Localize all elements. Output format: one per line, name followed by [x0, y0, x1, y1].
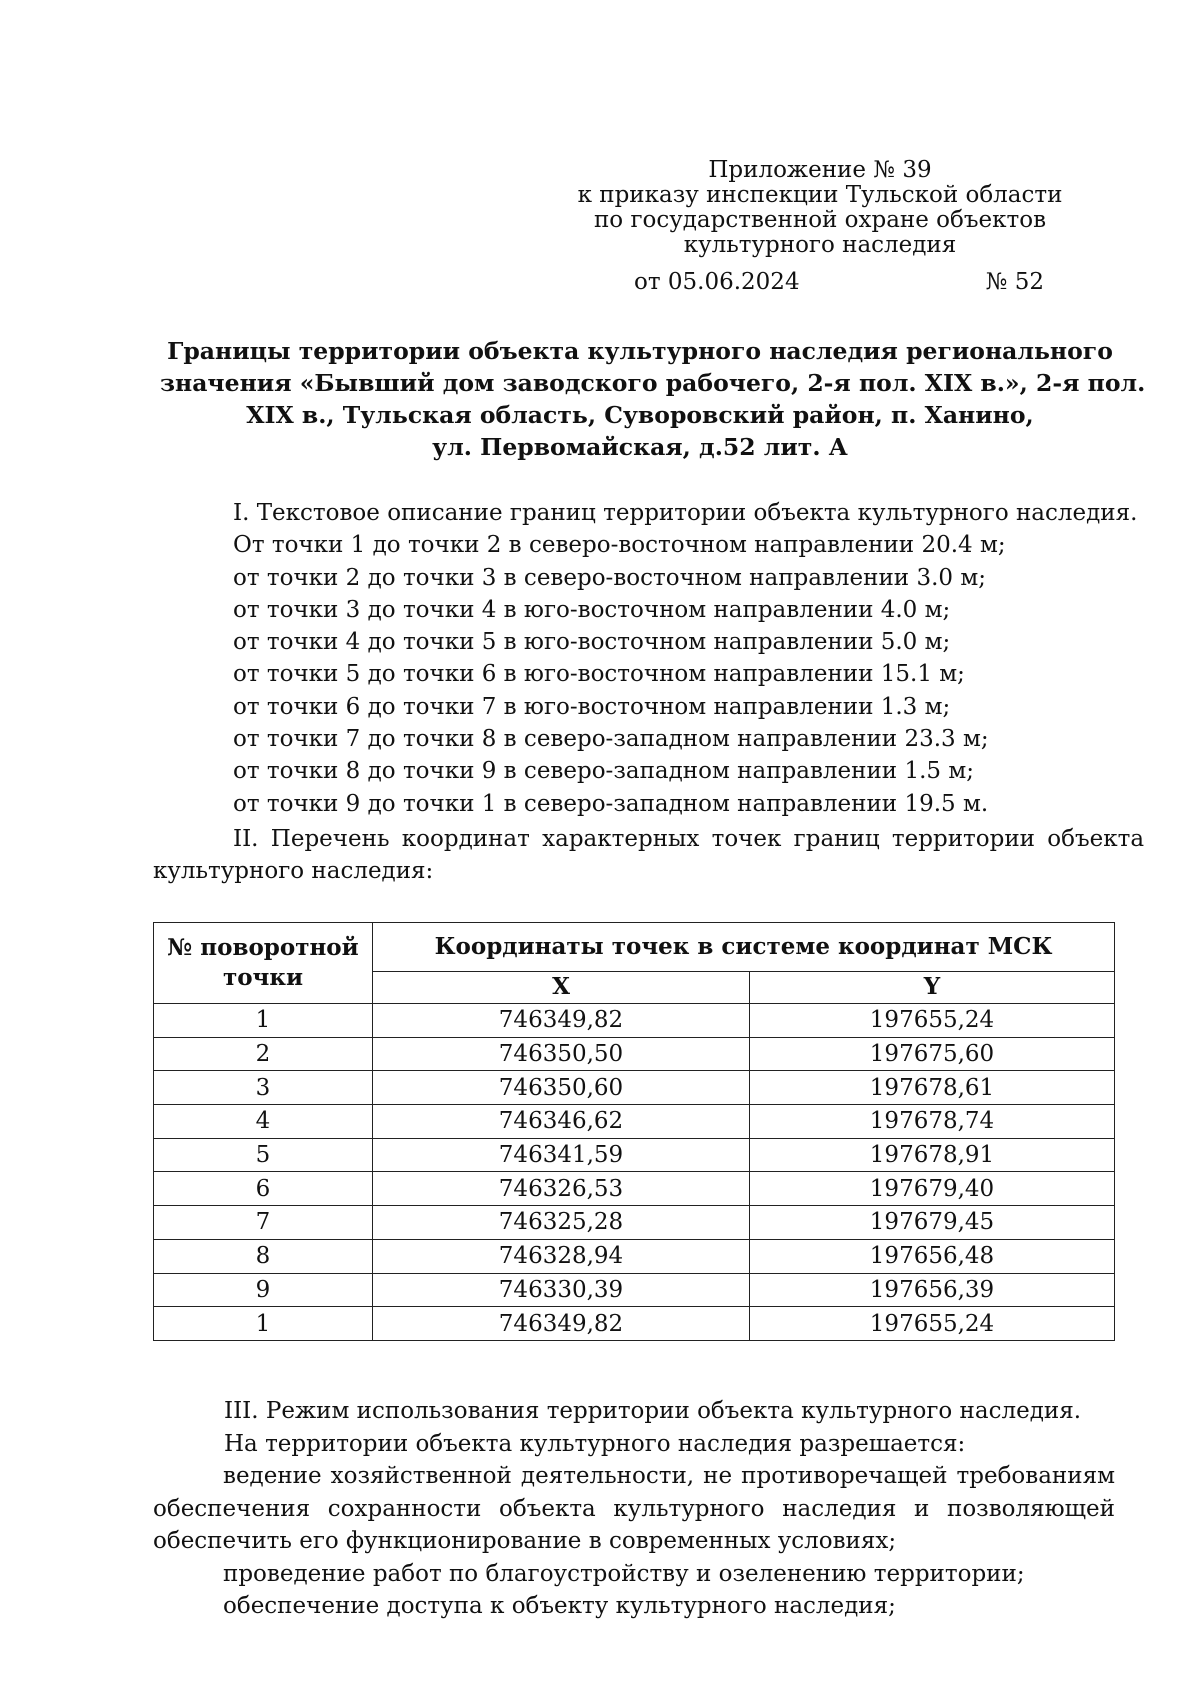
coord-x: 746350,50 — [373, 1037, 750, 1071]
table-row — [154, 1239, 1115, 1273]
header-coordinates: Координаты точек в системе координат МСК — [373, 923, 1115, 972]
appendix-authority-cont: культурного наследия — [683, 232, 957, 258]
table-row — [154, 1105, 1115, 1139]
order-number: № 52 — [985, 269, 1044, 295]
coord-x: 746328,94 — [373, 1239, 750, 1273]
appendix-header — [570, 158, 1070, 258]
appendix-order-ref: к приказу инспекции Тульской области — [577, 182, 1063, 208]
coord-x: 746341,59 — [373, 1138, 750, 1172]
title-line-1: Границы территории объекта культурного наследия регионального — [167, 337, 1113, 365]
coord-y: 197656,39 — [750, 1273, 1115, 1307]
title-line-4: ул. Первомайская, д.52 лит. А — [432, 433, 848, 461]
boundary-segment: от точки 3 до точки 4 в юго-восточном направлении 4.0 м; — [233, 596, 951, 623]
coord-x: 746349,82 — [373, 1004, 750, 1038]
point-number: 1 — [154, 1307, 373, 1341]
coordinates-table — [153, 922, 1115, 1341]
appendix-authority: по государственной охране объектов — [593, 207, 1047, 233]
coord-x: 746349,82 — [373, 1307, 750, 1341]
table-row — [154, 1037, 1115, 1071]
coord-y: 197656,48 — [750, 1239, 1115, 1273]
appendix-number: Приложение № 39 — [708, 157, 932, 183]
section-boundary-description — [233, 497, 1138, 820]
table-row — [154, 1071, 1115, 1105]
section2-heading: II. Перечень координат характерных точек границ территории объекта — [233, 826, 1145, 852]
coord-x: 746330,39 — [373, 1273, 750, 1307]
title-line-3: XIX в., Тульская область, Суворовский район, п. Ханино, — [246, 401, 1034, 429]
boundary-segment: от точки 6 до точки 7 в юго-восточном направлении 1.3 м; — [233, 693, 951, 720]
permitted-item-1-cont: обеспечения сохранности объекта культурного наследия и позволяющей — [153, 1495, 1115, 1522]
header-x: X — [373, 971, 750, 1003]
section-usage-regime — [153, 1395, 1115, 1623]
table-row — [154, 1307, 1115, 1341]
point-number: 1 — [154, 1004, 373, 1038]
point-number: 4 — [154, 1105, 373, 1139]
permitted-item-2: проведение работ по благоустройству и озеленению территории; — [223, 1560, 1025, 1587]
section-coordinates-intro — [153, 823, 1145, 887]
table-row — [154, 1004, 1115, 1038]
section2-heading-cont: культурного наследия: — [153, 858, 434, 884]
permitted-item-1: ведение хозяйственной деятельности, не противоречащей требованиям — [223, 1463, 1115, 1489]
point-number: 7 — [154, 1206, 373, 1240]
permitted-item-3: обеспечение доступа к объекту культурного наследия; — [223, 1593, 896, 1619]
coord-y: 197679,45 — [750, 1206, 1115, 1240]
order-date-row — [634, 268, 1044, 296]
coord-y: 197678,91 — [750, 1138, 1115, 1172]
coord-y: 197679,40 — [750, 1172, 1115, 1206]
boundary-segment: от точки 5 до точки 6 в юго-восточном направлении 15.1 м; — [233, 661, 965, 688]
boundary-segment: от точки 7 до точки 8 в северо-западном направлении 23.3 м; — [233, 726, 989, 753]
point-number: 6 — [154, 1172, 373, 1206]
point-number: 8 — [154, 1239, 373, 1273]
boundary-segment: от точки 9 до точки 1 в северо-западном направлении 19.5 м. — [233, 790, 989, 817]
title-line-2: значения «Бывший дом заводского рабочего, 2-я пол. XIX в.», 2-я пол. — [160, 369, 1146, 397]
table-row — [154, 1172, 1115, 1206]
section3-heading: III. Режим использования территории объекта культурного наследия. — [224, 1398, 1082, 1424]
document-title — [160, 335, 1146, 463]
table-row — [154, 1138, 1115, 1172]
point-number: 3 — [154, 1071, 373, 1105]
coord-x: 746346,62 — [373, 1105, 750, 1139]
point-number: 9 — [154, 1273, 373, 1307]
order-date: от 05.06.2024 — [634, 269, 800, 295]
coord-y: 197678,61 — [750, 1071, 1115, 1105]
boundary-segment: от точки 2 до точки 3 в северо-восточном направлении 3.0 м; — [233, 564, 986, 591]
table-row — [154, 1206, 1115, 1240]
table-row — [154, 1273, 1115, 1307]
header-y: Y — [750, 971, 1115, 1003]
coord-y: 197655,24 — [750, 1004, 1115, 1038]
boundary-segment: от точки 8 до точки 9 в северо-западном направлении 1.5 м; — [233, 758, 974, 785]
section1-heading: I. Текстовое описание границ территории объекта культурного наследия. — [233, 500, 1138, 526]
boundary-segment: От точки 1 до точки 2 в северо-восточном направлении 20.4 м; — [233, 532, 1006, 559]
header-point-number: № поворотной точки — [154, 923, 373, 1004]
point-number: 5 — [154, 1138, 373, 1172]
coord-y: 197655,24 — [750, 1307, 1115, 1341]
coord-x: 746326,53 — [373, 1172, 750, 1206]
coord-y: 197675,60 — [750, 1037, 1115, 1071]
coord-x: 746350,60 — [373, 1071, 750, 1105]
point-number: 2 — [154, 1037, 373, 1071]
boundary-segment: от точки 4 до точки 5 в юго-восточном направлении 5.0 м; — [233, 629, 951, 656]
coord-y: 197678,74 — [750, 1105, 1115, 1139]
section3-intro: На территории объекта культурного наследия разрешается: — [224, 1430, 966, 1457]
coord-x: 746325,28 — [373, 1206, 750, 1240]
permitted-item-1-end: обеспечить его функционирование в современных условиях; — [153, 1528, 897, 1554]
